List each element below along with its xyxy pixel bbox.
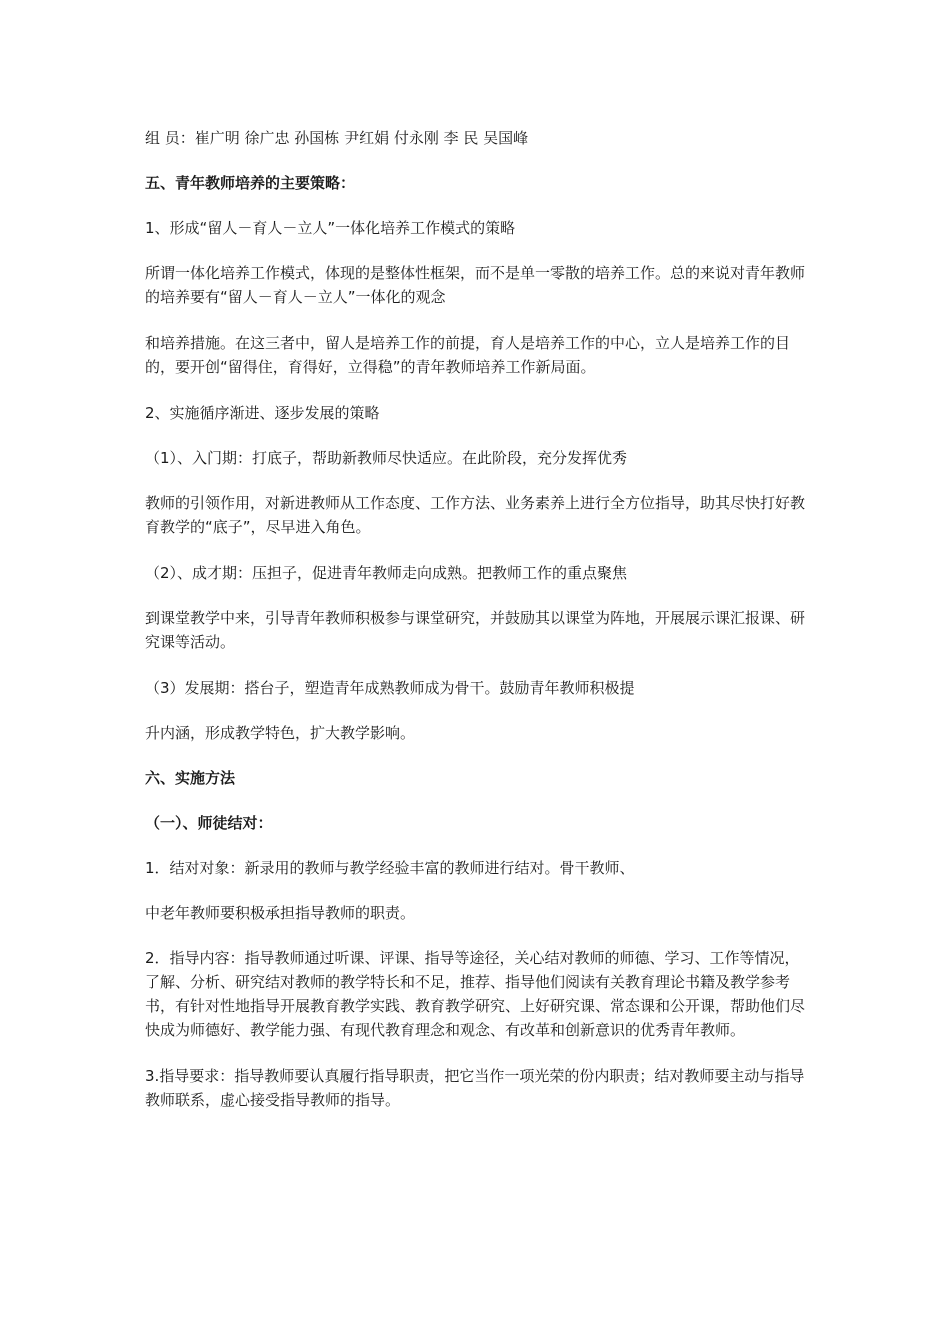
- members-line: 组 员：崔广明 徐广忠 孙国栋 尹红娟 付永刚 李 民 吴国峰: [145, 129, 529, 147]
- section-5-heading: 五、青年教师培养的主要策略：: [145, 174, 356, 192]
- method-1-line-2: 中老年教师要积极承担指导教师的职责。: [145, 904, 416, 922]
- method-1-line-1: 1．结对对象：新录用的教师与教学经验丰富的教师进行结对。骨干教师、: [145, 859, 635, 877]
- stage-1-line-1: （1）、入门期：打底子，帮助新教师尽快适应。在此阶段，充分发挥优秀: [145, 449, 628, 467]
- strategy-1-paragraph-1: 所谓一体化培养工作模式，体现的是整体性框架，而不是单一零散的培养工作。总的来说对青年教师的培养要有“留人－育人－立人”一体化的观念: [145, 264, 806, 306]
- strategy-1-paragraph-2: 和培养措施。在这三者中，留人是培养工作的前提，育人是培养工作的中心，立人是培养工作的目的，要开创“留得住，育得好，立得稳”的青年教师培养工作新局面。: [145, 334, 791, 376]
- method-3-paragraph: 3.指导要求：指导教师要认真履行指导职责，把它当作一项光荣的份内职责；结对教师要主动与指导教师联系，虚心接受指导教师的指导。: [145, 1067, 805, 1109]
- section-6-heading: 六、实施方法: [145, 769, 236, 787]
- method-2-paragraph: 2．指导内容：指导教师通过听课、评课、指导等途径，关心结对教师的师德、学习、工作等情况，了解、分析、研究结对教师的教学特长和不足，推荐、指导他们阅读有关教育理论书籍及教学参考书，有针对性地指导开展教育教学实践、教育教学研究、上好研究课、常态课和公开课，帮助他们尽快成为师德好、教学能力强、有现代教育理念和观念、有改革和创新意识的优秀青年教师。: [145, 949, 806, 1039]
- strategy-2-title: 2、实施循序渐进、逐步发展的策略: [145, 404, 380, 422]
- strategy-1-title: 1、形成“留人－育人－立人”一体化培养工作模式的策略: [145, 219, 516, 237]
- stage-3-line-1: （3）发展期：搭台子，塑造青年成熟教师成为骨干。鼓励青年教师积极提: [145, 679, 635, 697]
- subsection-1-heading: （一）、师徒结对：: [145, 814, 273, 832]
- stage-1-line-2: 教师的引领作用，对新进教师从工作态度、工作方法、业务素养上进行全方位指导，助其尽快打好教育教学的“底子”，尽早进入角色。: [145, 494, 806, 536]
- stage-2-line-1: （2）、成才期：压担子，促进青年教师走向成熟。把教师工作的重点聚焦: [145, 564, 628, 582]
- stage-3-line-2: 升内涵，形成教学特色，扩大教学影响。: [145, 724, 416, 742]
- document-page: [145, 126, 813, 1112]
- stage-2-line-2: 到课堂教学中来，引导青年教师积极参与课堂研究，并鼓励其以课堂为阵地，开展展示课汇报课、研究课等活动。: [145, 609, 806, 651]
